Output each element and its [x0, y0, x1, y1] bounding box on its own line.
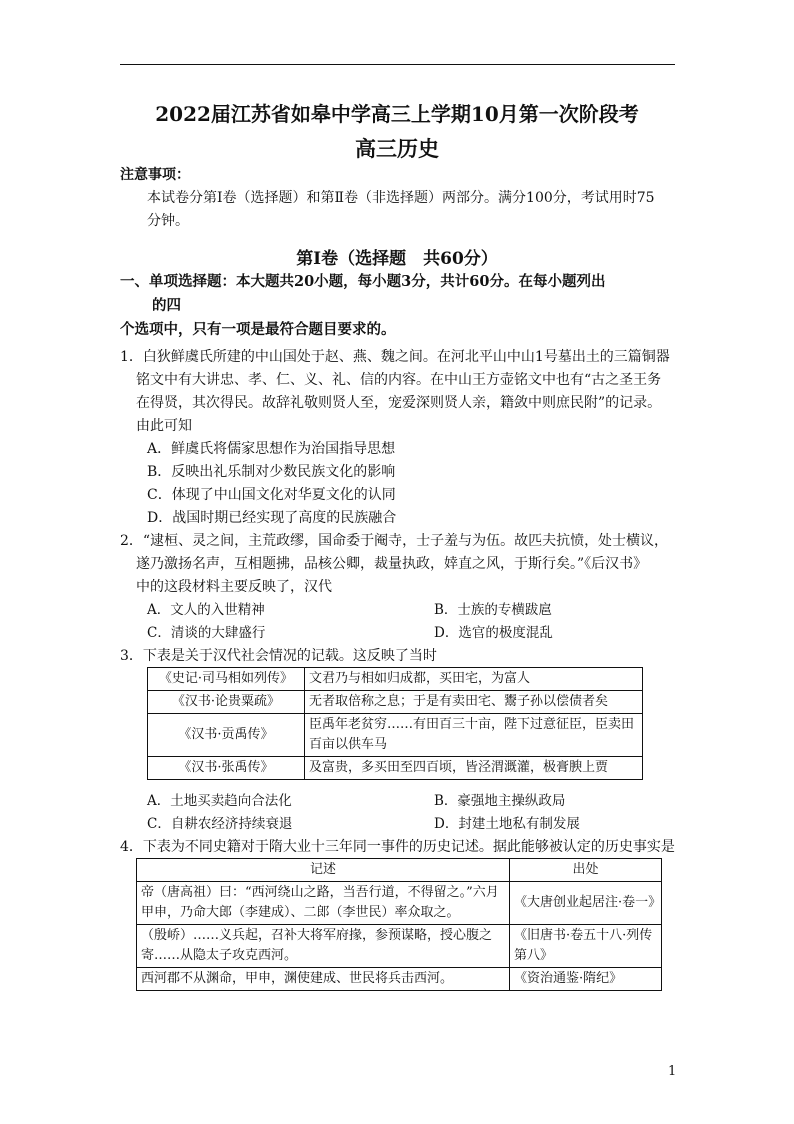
q3-row-4-source: 《汉书·张禹传》	[148, 757, 305, 780]
q4-row-3-text: 西河郡不从渊命，甲申，渊使建成、世民将兵击西河。	[137, 968, 510, 991]
q1-line-4: 由此可知	[136, 418, 192, 434]
exam-subject: 高三历史	[355, 136, 439, 161]
q4-row-3-source: 《资治通鉴·隋纪》	[510, 968, 662, 991]
table-row	[148, 668, 643, 691]
q2-line-3: 中的这段材料主要反映了，汉代	[136, 579, 332, 595]
q2-option-b: B．士族的专横跋扈	[434, 602, 552, 618]
q2-option-a: A．文人的入世精神	[147, 602, 265, 618]
q4-row-1-source: 《大唐创业起居注·卷一》	[510, 882, 662, 925]
q3-row-3-source: 《汉书·贡禹传》	[148, 714, 305, 757]
q1-line-1: 1．白狄鲜虞氏所建的中山国处于赵、燕、魏之间。在河北平山中山1号墓出土的三篇铜器	[120, 349, 670, 365]
table-row	[137, 859, 662, 882]
instruction-line-1: 一、单项选择题：本大题共20小题，每小题3分，共计60分。在每小题列出	[120, 273, 606, 290]
q4-header-source: 出处	[510, 859, 662, 882]
q3-row-2-source: 《汉书·论贵粟疏》	[148, 691, 305, 714]
q4-table	[136, 858, 662, 991]
notice-label: 注意事项：	[120, 167, 190, 183]
q4-row-2-text: （殷峤）……义兵起，召补大将军府掾，参预谋略，授心腹之寄……从隐太子攻克西河。	[137, 925, 510, 968]
q1-line-3: 在得贤，其次得民。故辞礼敬则贤人至，宠爱深则贤人亲，籍敛中则庶民附”的记录。	[136, 395, 662, 411]
q4-header-record: 记述	[137, 859, 510, 882]
table-row	[137, 968, 662, 991]
table-row	[137, 925, 662, 968]
instruction-line-3: 个选项中，只有一项是最符合题目要求的。	[120, 321, 396, 338]
q3-option-d: D．封建土地私有制发展	[434, 816, 580, 832]
question-1	[120, 346, 680, 530]
q3-table	[147, 667, 643, 780]
q3-row-3-text: 臣禹年老贫穷……有田百三十亩，陛下过意征臣，臣卖田百亩以供车马	[305, 714, 643, 757]
q1-line-2: 铭文中有大讲忠、孝、仁、义、礼、信的内容。在中山王方壶铭文中也有“古之圣王务	[136, 372, 662, 388]
q3-option-b: B．豪强地主操纵政局	[434, 793, 566, 809]
table-row	[137, 882, 662, 925]
q2-line-1: 2．“逮桓、灵之间，主荒政缪，国命委于阉寺，士子羞与为伍。故匹夫抗愤，处士横议，	[120, 533, 669, 549]
section-title: 第Ⅰ卷（选择题 共60分）	[296, 249, 498, 269]
q3-row-4-text: 及富贵，多买田至四百顷，皆泾渭溉灌，极膏腴上贾	[305, 757, 643, 780]
table-row	[148, 757, 643, 780]
top-rule	[120, 64, 675, 65]
table-row	[148, 714, 643, 757]
q1-option-c: C．体现了中山国文化对华夏文化的认同	[147, 487, 396, 503]
table-row	[148, 691, 643, 714]
q1-option-b: B．反映出礼乐制对少数民族文化的影响	[147, 464, 396, 480]
q3-stem: 3．下表是关于汉代社会情况的记载。这反映了当时	[120, 648, 437, 664]
q1-option-a: A．鲜虞氏将儒家思想作为治国指导思想	[147, 441, 396, 457]
q3-row-1-source: 《史记·司马相如列传》	[148, 668, 305, 691]
q4-stem: 4．下表为不同史籍对于隋大业十三年同一事件的历史记述。据此能够被认定的历史事实是	[120, 839, 675, 855]
q3-row-1-text: 文君乃与相如归成都，买田宅，为富人	[305, 668, 643, 691]
exam-title: 2022届江苏省如皋中学高三上学期10月第一次阶段考	[155, 102, 639, 126]
q4-row-2-source: 《旧唐书·卷五十八·列传第八》	[510, 925, 662, 968]
instruction-line-2: 的四	[152, 297, 181, 314]
section-instructions	[120, 270, 680, 342]
q3-option-c: C．自耕农经济持续衰退	[147, 816, 293, 832]
q3-row-2-text: 无者取倍称之息；于是有卖田宅、鬻子孙以偿债者矣	[305, 691, 643, 714]
question-2	[120, 530, 680, 599]
q2-option-c: C．清谈的大肆盛行	[147, 625, 266, 641]
q3-option-a: A．土地买卖趋向合法化	[147, 793, 292, 809]
q4-row-1-text: 帝（唐高祖）曰：“西河绕山之路，当吾行道，不得留之。”六月甲申，乃命大郎（李建成）、二郎（李世民）率众取之。	[137, 882, 510, 925]
q1-option-d: D．战国时期已经实现了高度的民族融合	[147, 510, 397, 526]
q2-option-d: D．选官的极度混乱	[434, 625, 553, 641]
notice-line-2: 分钟。	[147, 213, 189, 229]
q2-line-2: 遂乃激扬名声，互相题拂，品核公卿，裁量执政，婞直之风，于斯行矣。”《后汉书》	[136, 556, 648, 572]
notice-line-1: 本试卷分第Ⅰ卷（选择题）和第Ⅱ卷（非选择题）两部分。满分100分，考试用时75	[147, 190, 655, 206]
page-number: 1	[668, 1064, 677, 1079]
notice-block	[120, 164, 680, 233]
